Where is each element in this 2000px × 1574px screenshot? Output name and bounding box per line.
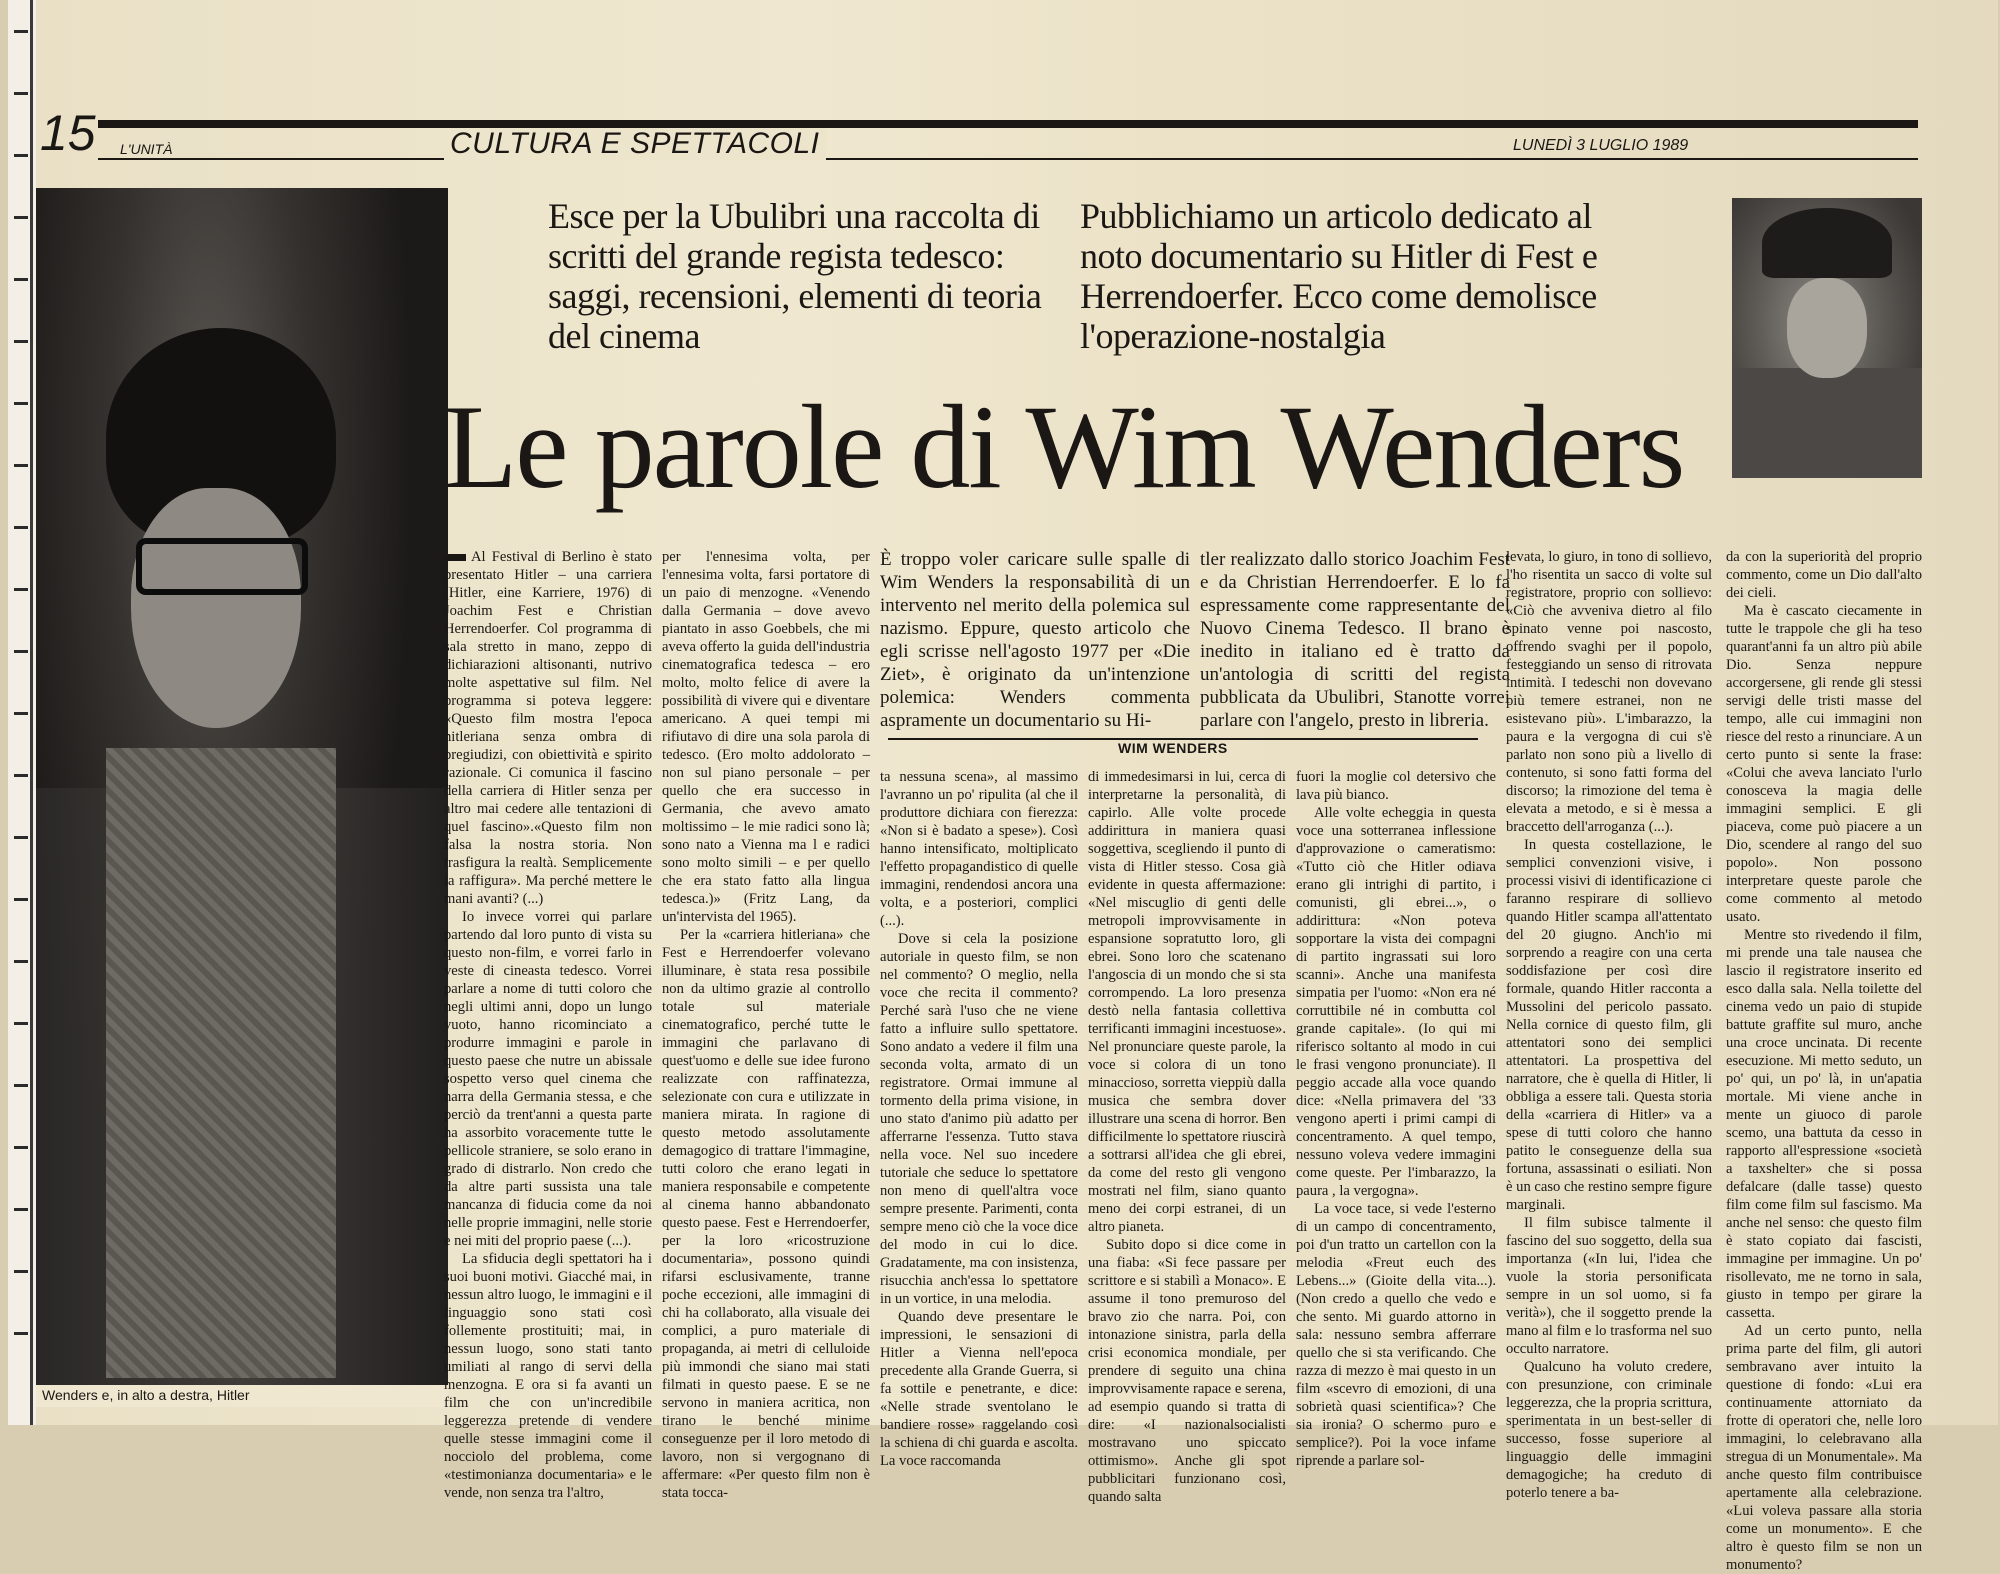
binder-hole bbox=[14, 464, 28, 467]
binder-hole bbox=[14, 650, 28, 653]
paragraph: Mentre sto rivedendo il film, mi prende una tale nausea che lascio il registratore inserito ed esco dalla sala. Nella toilette del cinema vedo un paio di stupide battute graffite sul muro, anche una croce uncinata. Di recente esecuzione. Mi metto seduto, un po' qui, un po' là, in un'apatia mortale. Mi viene anche in mente un giuoco di parole scemo, una battuta da cesso in rapporto all'espressione «società a taxshelter» che si possa defalcare (dalle tasse) questo film come film sul fascismo. Ma anche nel senso: che questo film è stato copiato dai fascisti, immagine per immagine. Un po' risollevato, me ne torno in sala, giusto in tempo per girare la cassetta. bbox=[1726, 927, 1922, 1321]
paragraph: Io invece vorrei qui parlare partendo dal loro punto di vista su questo non-film, e vorrei farlo in veste di cineasta tedesco. Vorrei parlare a nome di tutti coloro che negli ultimi anni, dopo un lungo vuoto, hanno ricominciato a produrre immagini e parole in questo paese che nutre un abissale sospetto verso quel cinema che narra della Germania stessa, e che perciò da trent'anni a questa parte ha assorbito voracemente tutte le pellicole straniere, se solo erano in grado di distrarlo. Non credo che da altre parti sussista una tale mancanza di fiducia come da noi nelle proprie immagini, nelle storie e nei miti del proprio paese (...). bbox=[444, 909, 652, 1249]
byline: WIM WENDERS bbox=[1118, 740, 1228, 756]
binder-hole bbox=[14, 898, 28, 901]
newspaper-page bbox=[8, 0, 1998, 1573]
paragraph: Alle volte echeggia in questa voce una sotterranea inflessione d'approvazione o cameratismo: «Tutto ciò che Hitler odiava erano gli intrighi di partito, i comunisti, gli ebrei...», o addirittura: «Non poteva sopportare la vista dei compagni di partito ingrassati sui loro scanni». Anche una manifesta simpatia per l'uomo: «Non era né corruttibile né in combutta col grande capitale». (Io qui mi riferisco soltanto al modo in cui le frasi vengono pronunciate). Il peggio accade alla voce quando dice: «Nella primavera del '33 vengono aperti i primi campi di concentramento. A quel tempo, nessuno voleva vedere immagini come queste. Per l'imbarazzo, la paura , la vergogna». bbox=[1296, 805, 1496, 1199]
photo-caption: Wenders e, in alto a destra, Hitler bbox=[42, 1387, 250, 1403]
headline: Le parole di Wim Wenders bbox=[444, 380, 1684, 513]
article-column-3 bbox=[880, 768, 1078, 1469]
newspaper-name: L'UNITÀ bbox=[120, 141, 173, 157]
binder-hole bbox=[14, 588, 28, 591]
wenders-photo bbox=[36, 188, 448, 1385]
paragraph: per l'ennesima volta, per l'ennesima volta, farsi portatore di un paio di menzogne. «Venendo dalla Germania – dove avevo piantato in asso Goebbels, che mi aveva offerto la guida dell'industria cinematografica tedesca – ero molto, molto felice di avere la possibilità di vivere qui e diventare americano. A quei tempi mi rifiutavo di dire una sola parola di tedesco. (Ero molto addolorato – non sul piano personale – per quello che era successo in Germania, che avevo amato moltissimo – le mie radici sono là; sono nato a Vienna ma l e radici sono molto simili – e per quello che era stato fatto alla lingua tedesca.)» (Fritz Lang, da un'intervista del 1965). bbox=[662, 549, 870, 925]
paragraph: Ma è cascato ciecamente in tutte le trappole che gli ha teso quarant'anni fa un altro più abile Dio. Senza neppure accorgersene, gli rende gli stessi servigi delle tristi masse del tempo, alle cui immagini non riesce del resto a rinunciare. A un certo punto si sente la frase: «Colui che aveva lanciato l'urlo conosceva la magia delle immagini semplici. E gli piaceva, come può piacere a un Dio, scendere al rango del suo popolo». Non possono interpretare queste parole che come commento al metodo usato. bbox=[1726, 603, 1922, 925]
paragraph: Ad un certo punto, nella prima parte del film, gli autori sembravano aver intuito la questione di fondo: «Lui era continuamente attorniato da frotte di operatori che, nelle loro immagini, lo celebravano alla stregua di un Monumentale». Ma anche questo film contribuisce apertamente alla celebrazione. «Lui voleva passare alla storia come un monumento». E che altro è questo film se non un monumento? bbox=[1726, 1323, 1922, 1573]
article-column-2 bbox=[662, 548, 870, 1501]
binder-hole bbox=[14, 1084, 28, 1087]
article-column-7 bbox=[1726, 548, 1922, 1573]
binder-seam bbox=[30, 0, 33, 1425]
photo-coat bbox=[1732, 368, 1922, 478]
lead-bullet bbox=[444, 554, 466, 561]
header-rule-thick bbox=[98, 120, 1918, 128]
binder-hole bbox=[14, 402, 28, 405]
photo-glasses bbox=[136, 538, 308, 595]
binder-hole bbox=[14, 1022, 28, 1025]
article-column-5 bbox=[1296, 768, 1496, 1469]
page-number: 15 bbox=[40, 105, 96, 161]
paragraph: fuori la moglie col detersivo che lava più bianco. bbox=[1296, 769, 1496, 803]
paragraph: In questa costellazione, le semplici convenzioni visive, i processi visivi di identificazione ci faranno respirare di sollievo quando Hitler scampa all'attentato del 20 giugno. Anch'io mi sorprendo a reagire con una certa soddisfazione per così dire formale, quando Hitler racconta a Mussolini del pericolo passato. Nella cornice di questo film, gli attentatori sono dei semplici attentatori. La prospettiva del narratore, che è quella di Hitler, li obbliga a essere tali. Questa storia della «carriera di Hitler» va a spese di tutti coloro che hanno patito le conseguenze della sua fortuna, assassinati o esiliati. Non è un caso che restino sempre figure marginali. bbox=[1506, 837, 1712, 1213]
hitler-photo bbox=[1732, 198, 1922, 476]
binder-hole bbox=[14, 30, 28, 33]
binder-hole bbox=[14, 1146, 28, 1149]
paragraph: Il film subisce talmente il fascino del suo soggetto, della sua importanza («In lui, l'idea che vuole la storia personificata sempre in un sol uomo, si fa verità»), che il soggetto prende la mano al film e lo trasforma nel suo occulto narratore. bbox=[1506, 1215, 1712, 1357]
article-column-6 bbox=[1506, 548, 1712, 1501]
paragraph: di immedesimarsi in lui, cerca di interpretarne la personalità, di capirlo. Alle volte procede addirittura in maniera quasi soggettiva, scegliendo il punto di vista di Hitler stesso. Cosa già evidente in questa affermazione: «Nel miscuglio di genti delle metropoli improvvisamente in espansione sopratutto loro, gli ebrei. Sono loro che scatenano l'angoscia di un mondo che si sta corrompendo. La loro presenza destò nella fantasia collettiva terrificanti immagini incestuose». Nel pronunciare queste parole, la voce si colora di un tono minaccioso, sorretta vieppiù dalla musica che sembra dover illustrare una scena di horror. Ben difficilmente lo spettatore riuscirà a sottrarsi all'idea che gli ebrei, da come del resto gli vengono mostrati nel film, siano quanto meno dei corpi estranei, di un altro pianeta. bbox=[1088, 769, 1286, 1235]
binder-hole bbox=[14, 836, 28, 839]
photo-face bbox=[1787, 278, 1867, 378]
binder-hole bbox=[14, 712, 28, 715]
photo-scarf bbox=[106, 748, 336, 1378]
binder-hole bbox=[14, 154, 28, 157]
paragraph: Dove si cela la posizione autoriale in questo film, se non nel commento? O meglio, nella voce che recita il commento? Perché sarà l'uso che ne viene fatto a influire sullo spettatore. Sono andato a vedere il film una seconda volta, armato di un registratore. Ormai immune al tormento della prima visione, in uno stato d'animo più adatto per afferrarne l'essenza. Tutto stava nella voce. Nel suo incedere tutoriale che seduce lo spettatore non meno di quell'altra voce sempre presente. Parimenti, conta sempre meno ciò che la voce dice del modo in cui lo dice. Gradatamente, ma con insistenza, risucchia anch'essa lo spettatore in un vortice, in una melodia. bbox=[880, 931, 1078, 1307]
binder-hole bbox=[14, 92, 28, 95]
paragraph: ta nessuna scena», al massimo l'avranno un po' ripulita (al che il produttore dichiara con fierezza: «Non si è badato a spese»). Così hanno intensificato, moltiplicato l'effetto propagandistico di quelle immagini, rendendosi ancora una volta, e a posteriori, complici (...). bbox=[880, 769, 1078, 929]
paragraph: Al Festival di Berlino è stato presentato Hitler – una carriera (Hitler, eine Karriere, 1976) di Joachim Fest e Christian Herrendoerfer. Col programma di sala stretto in mano, zeppo di dichiarazioni altisonanti, nutrivo molte aspettative sul film. Nel programma si poteva leggere: «Questo film mostra l'epoca hitleriana senza ombra di pregiudizi, con obiettività e spirito razionale. Ci comunica il fascino della carriera di Hitler senza per altro mai cedere alle tentazioni di quel fascino».«Questo film non falsa la nostra storia. Non trasfigura la realtà. Semplicemente la raffigura». Ma perché mettere le mani avanti? (...) bbox=[444, 549, 652, 907]
binder-hole bbox=[14, 216, 28, 219]
paragraph: Subito dopo si dice come in una fiaba: «Si fece passare per scrittore e si stabilì a Monaco». E assume il tono premuroso del bravo zio che narra. Poi, con intonazione sinistra, parla della crisi economica mondiale, per prendere di seguito una china improvvisamente rapace e serena, ad esempio quando si tratta di dire: «I nazionalsocialisti mostravano uno spiccato ottimismo». Anche gli spot pubblicitari funzionano così, quando salta bbox=[1088, 1237, 1286, 1505]
binder-hole bbox=[14, 1332, 28, 1335]
binder-hole bbox=[14, 278, 28, 281]
deck-right: Pubblichiamo un articolo dedicato al noto documentario su Hitler di Fest e Herrendoerfer. Ecco come demolisce l'operazione-nostalgia bbox=[1080, 196, 1598, 356]
article-column-4 bbox=[1088, 768, 1286, 1505]
binder-hole bbox=[14, 960, 28, 963]
issue-date: LUNEDÌ 3 LUGLIO 1989 bbox=[1513, 137, 1689, 154]
header-rule-thin bbox=[98, 158, 1918, 160]
paragraph: levata, lo giuro, in tono di sollievo, l'ho risentita un sacco di volte sul registratore, proprio con sollievo: «Ciò che avveniva dietro al filo spinato venne poi nascosto, offrendo svaghi per il popolo, festeggiando un senso di ritrovata intimità. I tedeschi non dovevano più temere estranei, non ne esistevano più». L'imbarazzo, la paura e la vergogna di cui s'è parlato non sono più a livello di contenuto, si sono fatti forma del discorso; la rimozione del tema è elevata a metodo, e si è messa a braccetto dell'arroganza (...). bbox=[1506, 549, 1712, 835]
paragraph: Quando deve presentare le impressioni, le sensazioni di Hitler a Vienna nell'epoca precedente alla Grande Guerra, si fa sottile e penetrante, e dice: «Nelle strade sventolano le bandiere rosse» raggelando così la schiena di chi guarda e ascolta. La voce raccomanda bbox=[880, 1309, 1078, 1469]
binder-hole bbox=[14, 1208, 28, 1211]
paragraph: La voce tace, si vede l'esterno di un campo di concentramento, poi d'un tratto un cartellon con la melodia «Freut euch des Lebens...» (Gioite della vita...). (Non credo a quello che vedo e che sento. Mi guardo attorno in sala: nessuno sembra afferrare quello che si sta verificando. Che razza di mezzo è mai questo in un film «scevro di emozioni, di una sobrietà quasi scientifica»? Che sia ironia? O schermo puro e semplice?). Poi la voce infame riprende a parlare sol- bbox=[1296, 1201, 1496, 1469]
article-column-1 bbox=[444, 548, 652, 1501]
intro-text-part2: tler realizzato dallo storico Joachim Fest e da Christian Herrendoerfer. E lo fa espressamente come rappresentante del Nuovo Cinema Tedesco. Il brano è inedito in italiano ed è tratto da un'antologia di scritti del regista pubblicata da Ubulibri, Stanotte vorrei parlare con l'angelo, presto in libreria. bbox=[1200, 549, 1510, 731]
deck-left: Esce per la Ubulibri una raccolta di scritti del grande regista tedesco: saggi, recensioni, elementi di teoria del cinema bbox=[548, 196, 1042, 356]
paragraph: Qualcuno ha voluto credere, con presunzione, con criminale leggerezza, che la propria scrittura, sperimentata in un best-seller di successo, fosse superiore al linguaggio delle immagini demagogiche; ha creduto di poterlo tenere a ba- bbox=[1506, 1359, 1712, 1501]
photo-face bbox=[131, 488, 301, 728]
photo-cap bbox=[1762, 208, 1892, 278]
paragraph: La sfiducia degli spettatori ha i suoi buoni motivi. Giacché mai, in nessun altro luogo, le immagini e il linguaggio sono stati così follemente prostituiti; mai, in nessun luogo, sono stati tanto umiliati al rango di servi della menzogna. E ora si fa avanti un film che con un'incredibile leggerezza pretende di vendere quelle stesse immagini come il nocciolo del problema, come «testimonianza documentaria» e le vende, non senza tra l'altro, bbox=[444, 1251, 652, 1501]
binder-strip bbox=[8, 0, 36, 1425]
binder-hole bbox=[14, 1270, 28, 1273]
binder-hole bbox=[14, 340, 28, 343]
paragraph: da con la superiorità del proprio commento, come un Dio dall'alto dei cieli. bbox=[1726, 549, 1922, 601]
binder-hole bbox=[14, 774, 28, 777]
paragraph: Per la «carriera hitleriana» che Fest e Herrendoerfer volevano illuminare, è stata resa possibile non da ultimo grazie al controllo totale sul materiale cinematografico, perché tutte le immagini che parlavano di quest'uomo e delle sue idee furono realizzate con raffinatezza, selezionate con cura e utilizzate in maniera mirata. In ragione di questo metodo assolutamente demagogico di trattare l'immagine, tutti coloro che erano legati in maniera responsabile e competente al cinema hanno abbandonato questo paese. Fest e Herrendoerfer, per la loro «ricostruzione documentaria», possono quindi rifarsi esclusivamente, tranne poche eccezioni, alle immagini di chi ha collaborato, alla visuale dei complici, a puro materiale di propaganda, ai metri di celluloide più immondi che siano mai stati filmati in questo paese. E se ne servono in maniera acritica, non tirano le benché minime conseguenze per il loro metodo di lavoro, non si vergognano di affermare: «Per questo film non è stata tocca- bbox=[662, 927, 870, 1501]
binder-hole bbox=[14, 526, 28, 529]
intro-text-part1: È troppo voler caricare sulle spalle di Wim Wenders la responsabilità di un intervento nel merito della polemica sul nazismo. Eppure, questo articolo che egli scrisse nell'agosto 1977 per «Die Ziet», è originato da un'intenzione polemica: Wenders commenta aspramente un documentario su Hi- bbox=[880, 549, 1190, 731]
section-title: CULTURA E SPETTACOLI bbox=[444, 128, 826, 160]
